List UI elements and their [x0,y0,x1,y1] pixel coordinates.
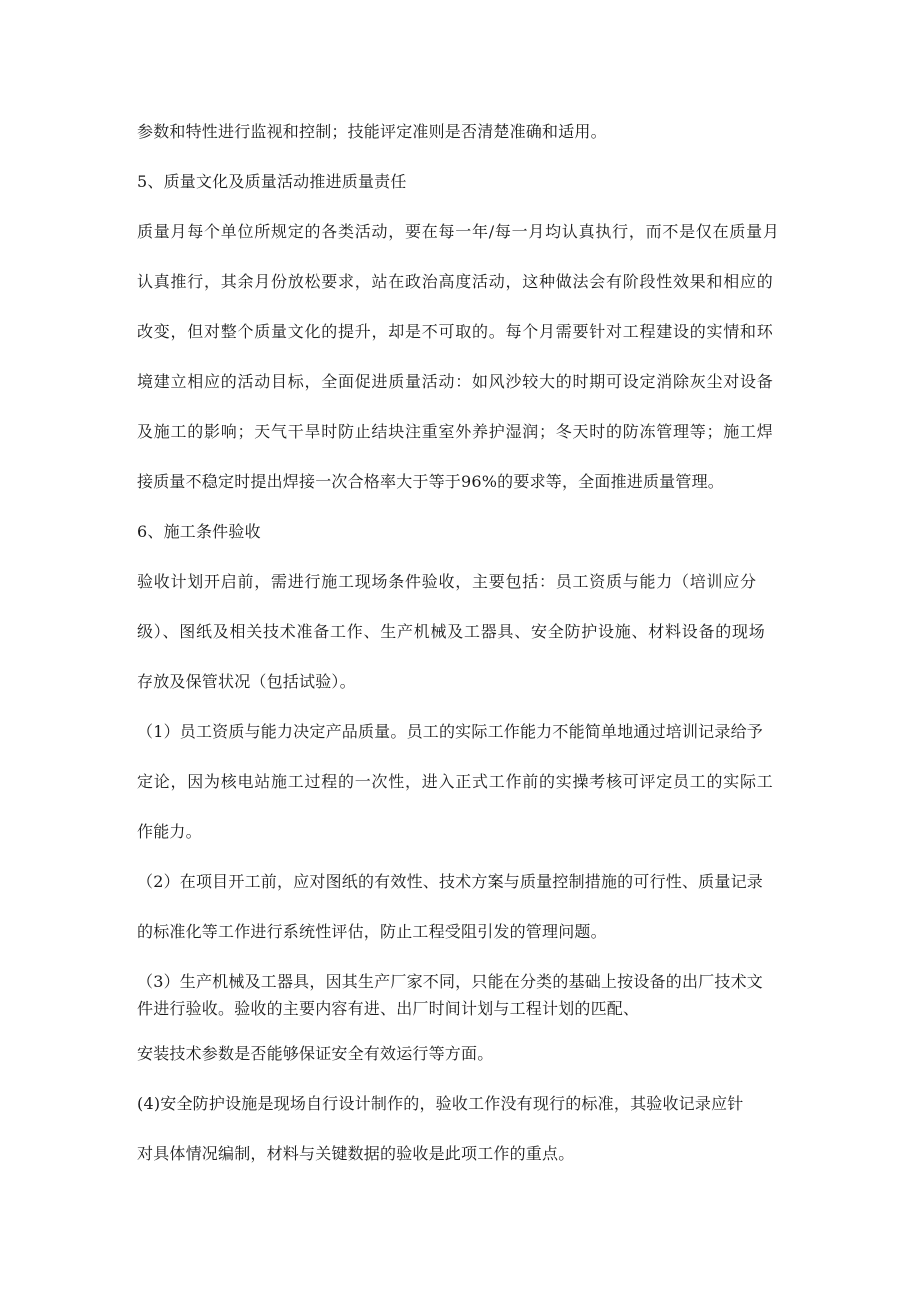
paragraph-line: （3）生产机械及工器具，因其生产厂家不同，只能在分类的基础上按设备的出厂技术文 [137,972,763,991]
paragraph-line: 及施工的影响；天气干旱时防止结块注重室外养护湿润；冬天时的防冻管理等；施工焊 [137,422,774,441]
paragraph-line: 对具体情况编制，材料与关键数据的验收是此项工作的重点。 [137,1144,575,1163]
paragraph-line: （2）在项目开工前，应对图纸的有效性、技术方案与质量控制措施的可行性、质量记录 [137,872,763,891]
paragraph-line: 参数和特性进行监视和控制；技能评定准则是否清楚准确和适用。 [137,122,607,141]
paragraph-line: 质量月每个单位所规定的各类活动，要在每一年/每一月均认真执行，而不是仅在质量月 [137,222,780,241]
section-heading: 5、质量文化及质量活动推进质量责任 [137,172,407,191]
paragraph-line: 验收计划开启前，需进行施工现场条件验收，主要包括：员工资质与能力（培训应分 [137,572,757,591]
paragraph-line: 的标准化等工作进行系统性评估，防止工程受阻引发的管理问题。 [137,922,607,941]
paragraph-line: 作能力。 [137,822,202,841]
paragraph-line: (4)安全防护设施是现场自行设计制作的，验收工作没有现行的标准，其验收记录应针 [137,1094,744,1113]
paragraph-line: 接质量不稳定时提出焊接一次合格率大于等于96%的要求等，全面推进质量管理。 [137,472,724,491]
paragraph-line: 境建立相应的活动目标，全面促进质量活动：如风沙较大的时期可设定消除灰尘对设备 [137,372,774,391]
paragraph-line: （1）员工资质与能力决定产品质量。员工的实际工作能力不能简单地通过培训记录给予 [137,722,763,741]
paragraph-line: 存放及保管状况（包括试验）。 [137,672,356,691]
paragraph-line: 级）、图纸及相关技术准备工作、生产机械及工器具、安全防护设施、材料设备的现场 [137,622,766,641]
paragraph-line: 件进行验收。验收的主要内容有进、出厂时间计划与工程计划的匹配、 [137,999,640,1018]
paragraph-line: 改变，但对整个质量文化的提升，却是不可取的。每个月需要针对工程建设的实情和环 [137,322,774,341]
paragraph-line: 定论，因为核电站施工过程的一次性，进入正式工作前的实操考核可评定员工的实际工 [137,772,774,791]
paragraph-line: 安装技术参数是否能够保证安全有效运行等方面。 [137,1044,494,1063]
section-heading: 6、施工条件验收 [137,522,261,541]
paragraph-line: 认真推行，其余月份放松要求，站在政治高度活动，这种做法会有阶段性效果和相应的 [137,272,774,291]
